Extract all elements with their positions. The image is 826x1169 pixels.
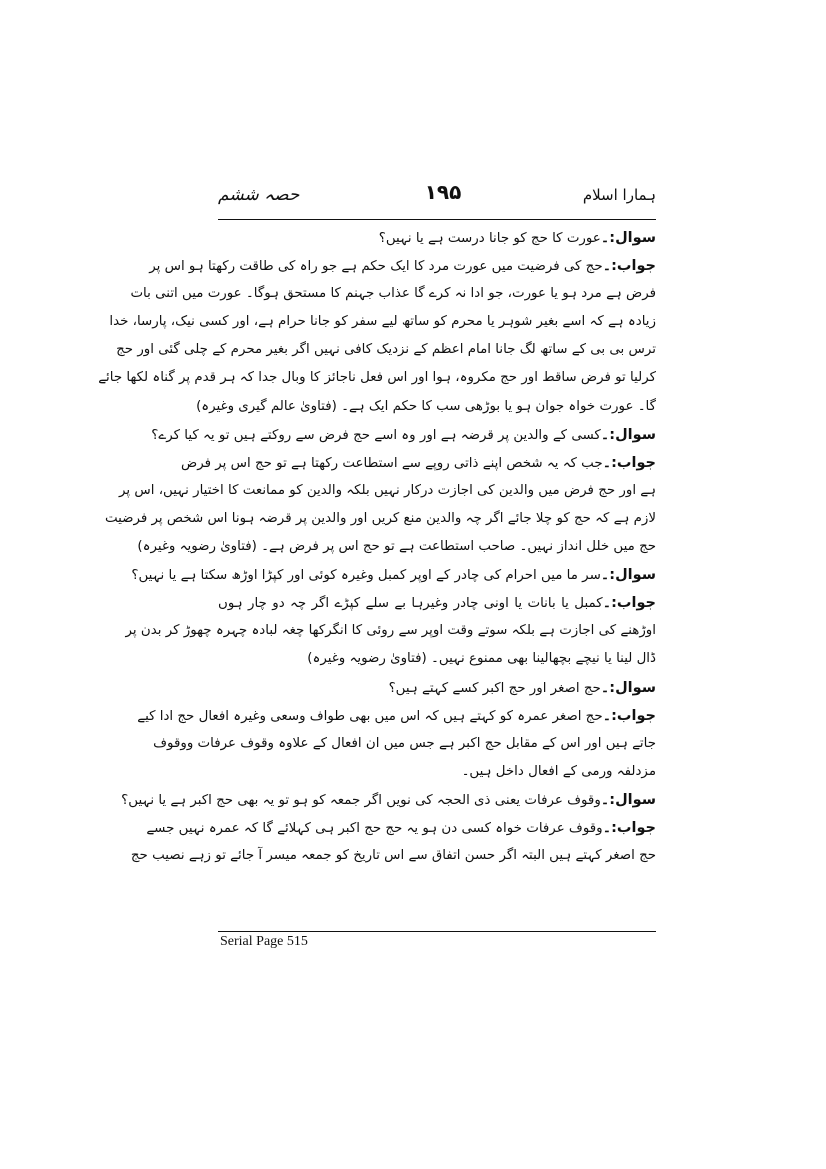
line-text: جاتے ہیں اور اس کے مقابل حج اکبر ہے جس میں ان افعال کے علاوہ وقوف عرفات ووقوف bbox=[153, 735, 656, 751]
line-text: عورت کا حج کو جانا درست ہے یا نہیں؟ bbox=[378, 231, 601, 246]
answer-label: جواب:۔ bbox=[602, 707, 656, 724]
text-line bbox=[98, 364, 656, 392]
question-line bbox=[218, 224, 656, 252]
line-text: حج اصغر اور حج اکبر کسے کہتے ہیں؟ bbox=[388, 680, 601, 696]
book-title: ہمارا اسلام bbox=[582, 186, 656, 204]
section-label: حصہ ششم bbox=[218, 185, 300, 205]
question-label: سوال:۔ bbox=[600, 679, 656, 696]
text-line bbox=[196, 393, 656, 421]
answer-line bbox=[149, 252, 656, 280]
line-text: فرض ہے مرد ہو یا عورت، جو ادا نہ کرے گا عذاب جہنم کا مستحق ہوگا۔ عورت میں اتنی بات bbox=[130, 286, 656, 302]
line-text: ترس بی بی کے ساتھ لگ جانا امام اعظم کے نزدیک کافی نہیں اگر بغیر محرم کے چلی گئی اور حج bbox=[116, 342, 656, 358]
text-line bbox=[116, 336, 656, 364]
text-line bbox=[218, 758, 656, 786]
answer-label: جواب:۔ bbox=[602, 595, 656, 612]
running-header bbox=[218, 180, 656, 214]
page-number: ۱۹۵ bbox=[424, 180, 462, 204]
line-text: حج کی فرضیت میں عورت مرد کا ایک حکم ہے جو راہ کی طاقت رکھتا ہو اس پر bbox=[149, 259, 603, 275]
line-text: ڈال لینا یا نیچے بچھالینا بھی ممنوع نہیں۔ (فتاویٰ رضویہ وغیرہ) bbox=[307, 651, 656, 667]
line-text: زیادہ ہے کہ اسے بغیر شوہر یا محرم کو ساتھ لیے سفر کو جانا حرام ہے، اور کسی نیک، پارسا، خدا bbox=[109, 314, 656, 330]
text-line bbox=[104, 505, 656, 533]
line-text: جب کہ یہ شخص اپنے ذاتی روپے سے استطاعت رکھتا ہے تو حج اس پر فرض bbox=[181, 455, 603, 471]
question-label: سوال:۔ bbox=[600, 791, 656, 808]
question-line bbox=[121, 786, 656, 814]
line-text: حج اصغر عمرہ کو کہتے ہیں کہ اس میں بھی طواف وسعی وغیرہ افعال حج ادا کیے bbox=[137, 708, 603, 724]
line-text: کرلیا تو فرض ساقط اور حج مکروہ، ہوا اور اس فعل ناجائز کا وبال جدا کہ ہر قدم پر گناہ لکھا جائے bbox=[98, 370, 656, 386]
text-line bbox=[218, 645, 656, 673]
header-rule bbox=[218, 219, 656, 220]
line-text: کمبل یا بانات یا اونی چادر وغیرہا بے سلے کپڑے اگر چہ دو چار ہوں bbox=[218, 596, 603, 612]
text-line bbox=[119, 477, 656, 505]
line-text: حج اصغر کہتے ہیں البتہ اگر حسن اتفاق سے اس تاریخ کو جمعہ میسر آ جائے تو زہے نصیب حج bbox=[130, 848, 656, 864]
page-body bbox=[98, 224, 656, 870]
question-label: سوال:۔ bbox=[600, 426, 656, 443]
answer-label: جواب:۔ bbox=[602, 819, 656, 836]
text-line bbox=[130, 842, 656, 870]
text-line bbox=[130, 280, 656, 308]
line-text: مزدلفہ ورمی کے افعال داخل ہیں۔ bbox=[461, 763, 656, 779]
question-line bbox=[131, 561, 656, 589]
line-text: کسی کے والدین پر قرضہ ہے اور وہ اسے حج فرض سے روکتے ہیں تو یہ کیا کرے؟ bbox=[151, 427, 601, 443]
answer-line bbox=[181, 449, 656, 477]
line-text: سر ما میں احرام کی چادر کے اوپر کمبل وغیرہ کوئی اور کپڑا اوڑھ سکتا ہے یا نہیں؟ bbox=[131, 568, 601, 584]
line-text: گا۔ عورت خواہ جوان ہو یا بوڑھی سب کا حکم ایک ہے۔ (فتاویٰ عالم گیری وغیرہ) bbox=[196, 398, 656, 414]
answer-line bbox=[137, 702, 656, 730]
question-label: سوال:۔ bbox=[600, 567, 656, 584]
answer-line bbox=[146, 814, 656, 842]
line-text: ہے اور حج فرض میں والدین کی اجازت درکار نہیں بلکہ والدین کو ممانعت کا اختیار نہیں، اس پر bbox=[119, 482, 656, 498]
footer-rule bbox=[218, 931, 656, 932]
question-line bbox=[218, 674, 656, 702]
line-text: حج میں خلل انداز نہیں۔ صاحب استطاعت ہے تو حج اس پر فرض ہے۔ (فتاویٰ رضویہ وغیرہ) bbox=[137, 539, 656, 555]
serial-page-number: Serial Page 515 bbox=[220, 934, 308, 949]
line-text: لازم ہے کہ حج کو چلا جائے اگر چہ والدین منع کریں اور والدین پر قرضہ ہونا اس شخص پر فرضیت bbox=[104, 510, 656, 526]
line-text: وقوف عرفات خواہ کسی دن ہو یہ حج حج اکبر ہی کہلائے گا کہ عمرہ نہیں جسے bbox=[146, 820, 603, 836]
text-line bbox=[153, 730, 656, 758]
answer-line bbox=[218, 589, 656, 617]
text-line bbox=[109, 308, 656, 336]
answer-label: جواب:۔ bbox=[602, 454, 656, 471]
line-text: اوڑھنے کی اجازت ہے بلکہ سوتے وقت اوپر سے روئی کا انگرکھا چغہ لبادہ چہرہ چھوڑ کر بدن پر bbox=[125, 623, 656, 639]
text-line bbox=[137, 533, 656, 561]
answer-label: جواب:۔ bbox=[602, 258, 656, 275]
question-label: سوال:۔ bbox=[600, 230, 656, 246]
text-line bbox=[125, 617, 656, 645]
line-text: وقوف عرفات یعنی ذی الحجہ کی نویں اگر جمعہ کو ہو تو یہ بھی حج اکبر ہے یا نہیں؟ bbox=[121, 792, 601, 808]
question-line bbox=[151, 421, 656, 449]
